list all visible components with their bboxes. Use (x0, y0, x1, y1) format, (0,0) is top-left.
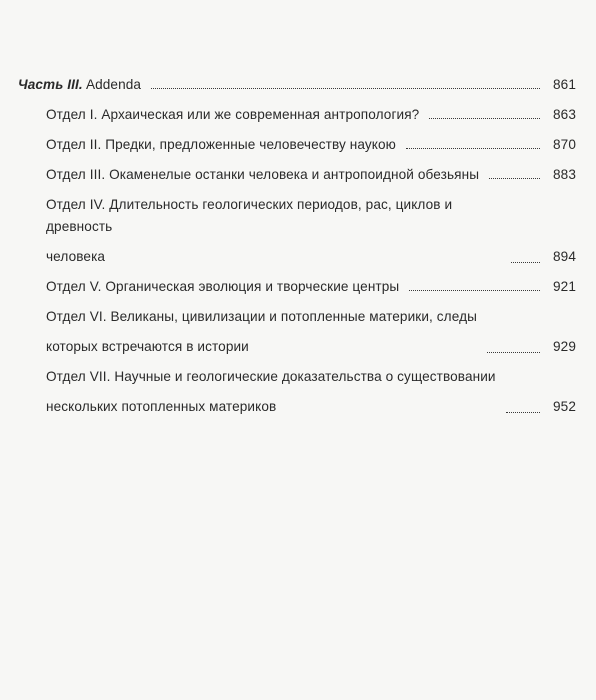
toc-page-number: 870 (553, 137, 576, 152)
toc-section-title (46, 366, 496, 418)
dot-leader (406, 147, 540, 149)
dot-leader (506, 411, 540, 413)
toc-page-number: 929 (553, 339, 576, 354)
toc-page-number: 952 (553, 399, 576, 414)
toc-page-number: 883 (553, 167, 576, 182)
dot-leader (487, 351, 540, 353)
toc-part-title: Addenda (85, 77, 142, 92)
toc-section-title: Отдел III. Окаменелые останки человека и антропоидной обезьяны (46, 167, 480, 182)
toc-section-title-line1: Отдел VI. Великаны, цивилизации и потопленные материки, следы (46, 309, 477, 324)
toc-section-entry (18, 276, 576, 298)
toc-section-entry (18, 366, 576, 418)
toc-section-title: Отдел II. Предки, предложенные человечеству наукою (46, 137, 396, 152)
toc-section-title (46, 194, 501, 268)
toc-section-title-line1: Отдел VII. Научные и геологические доказательства о существовании (46, 369, 496, 384)
toc-part-title-wrap (18, 74, 141, 96)
toc-page-number: 921 (553, 279, 576, 294)
toc-page-number: 861 (553, 77, 576, 92)
toc-section-title (46, 306, 477, 358)
toc-section-entry (18, 164, 576, 186)
dot-leader (489, 177, 540, 179)
toc-part-entry (18, 74, 576, 96)
toc-section-entry (18, 194, 576, 268)
toc-section-entry (18, 134, 576, 156)
toc-section-entry (18, 306, 576, 358)
toc-section-title-line1: Отдел IV. Длительность геологических периодов, рас, циклов и древность (46, 197, 453, 234)
toc-page-number: 863 (553, 107, 576, 122)
dot-leader (151, 87, 540, 89)
dot-leader (409, 289, 540, 291)
dot-leader (511, 261, 540, 263)
toc-section-title-line2: которых встречаются в истории (46, 339, 249, 354)
toc-section-title-line2: нескольких потопленных материков (46, 399, 277, 414)
toc-section-title-line2: человека (46, 249, 106, 264)
toc-section-entry (18, 104, 576, 126)
table-of-contents (18, 74, 576, 426)
toc-section-title: Отдел I. Архаическая или же современная антропология? (46, 107, 420, 122)
toc-section-title: Отдел V. Органическая эволюция и творческие центры (46, 279, 400, 294)
toc-page-number: 894 (553, 249, 576, 264)
dot-leader (429, 117, 540, 119)
toc-part-label: Часть III. (18, 77, 83, 92)
